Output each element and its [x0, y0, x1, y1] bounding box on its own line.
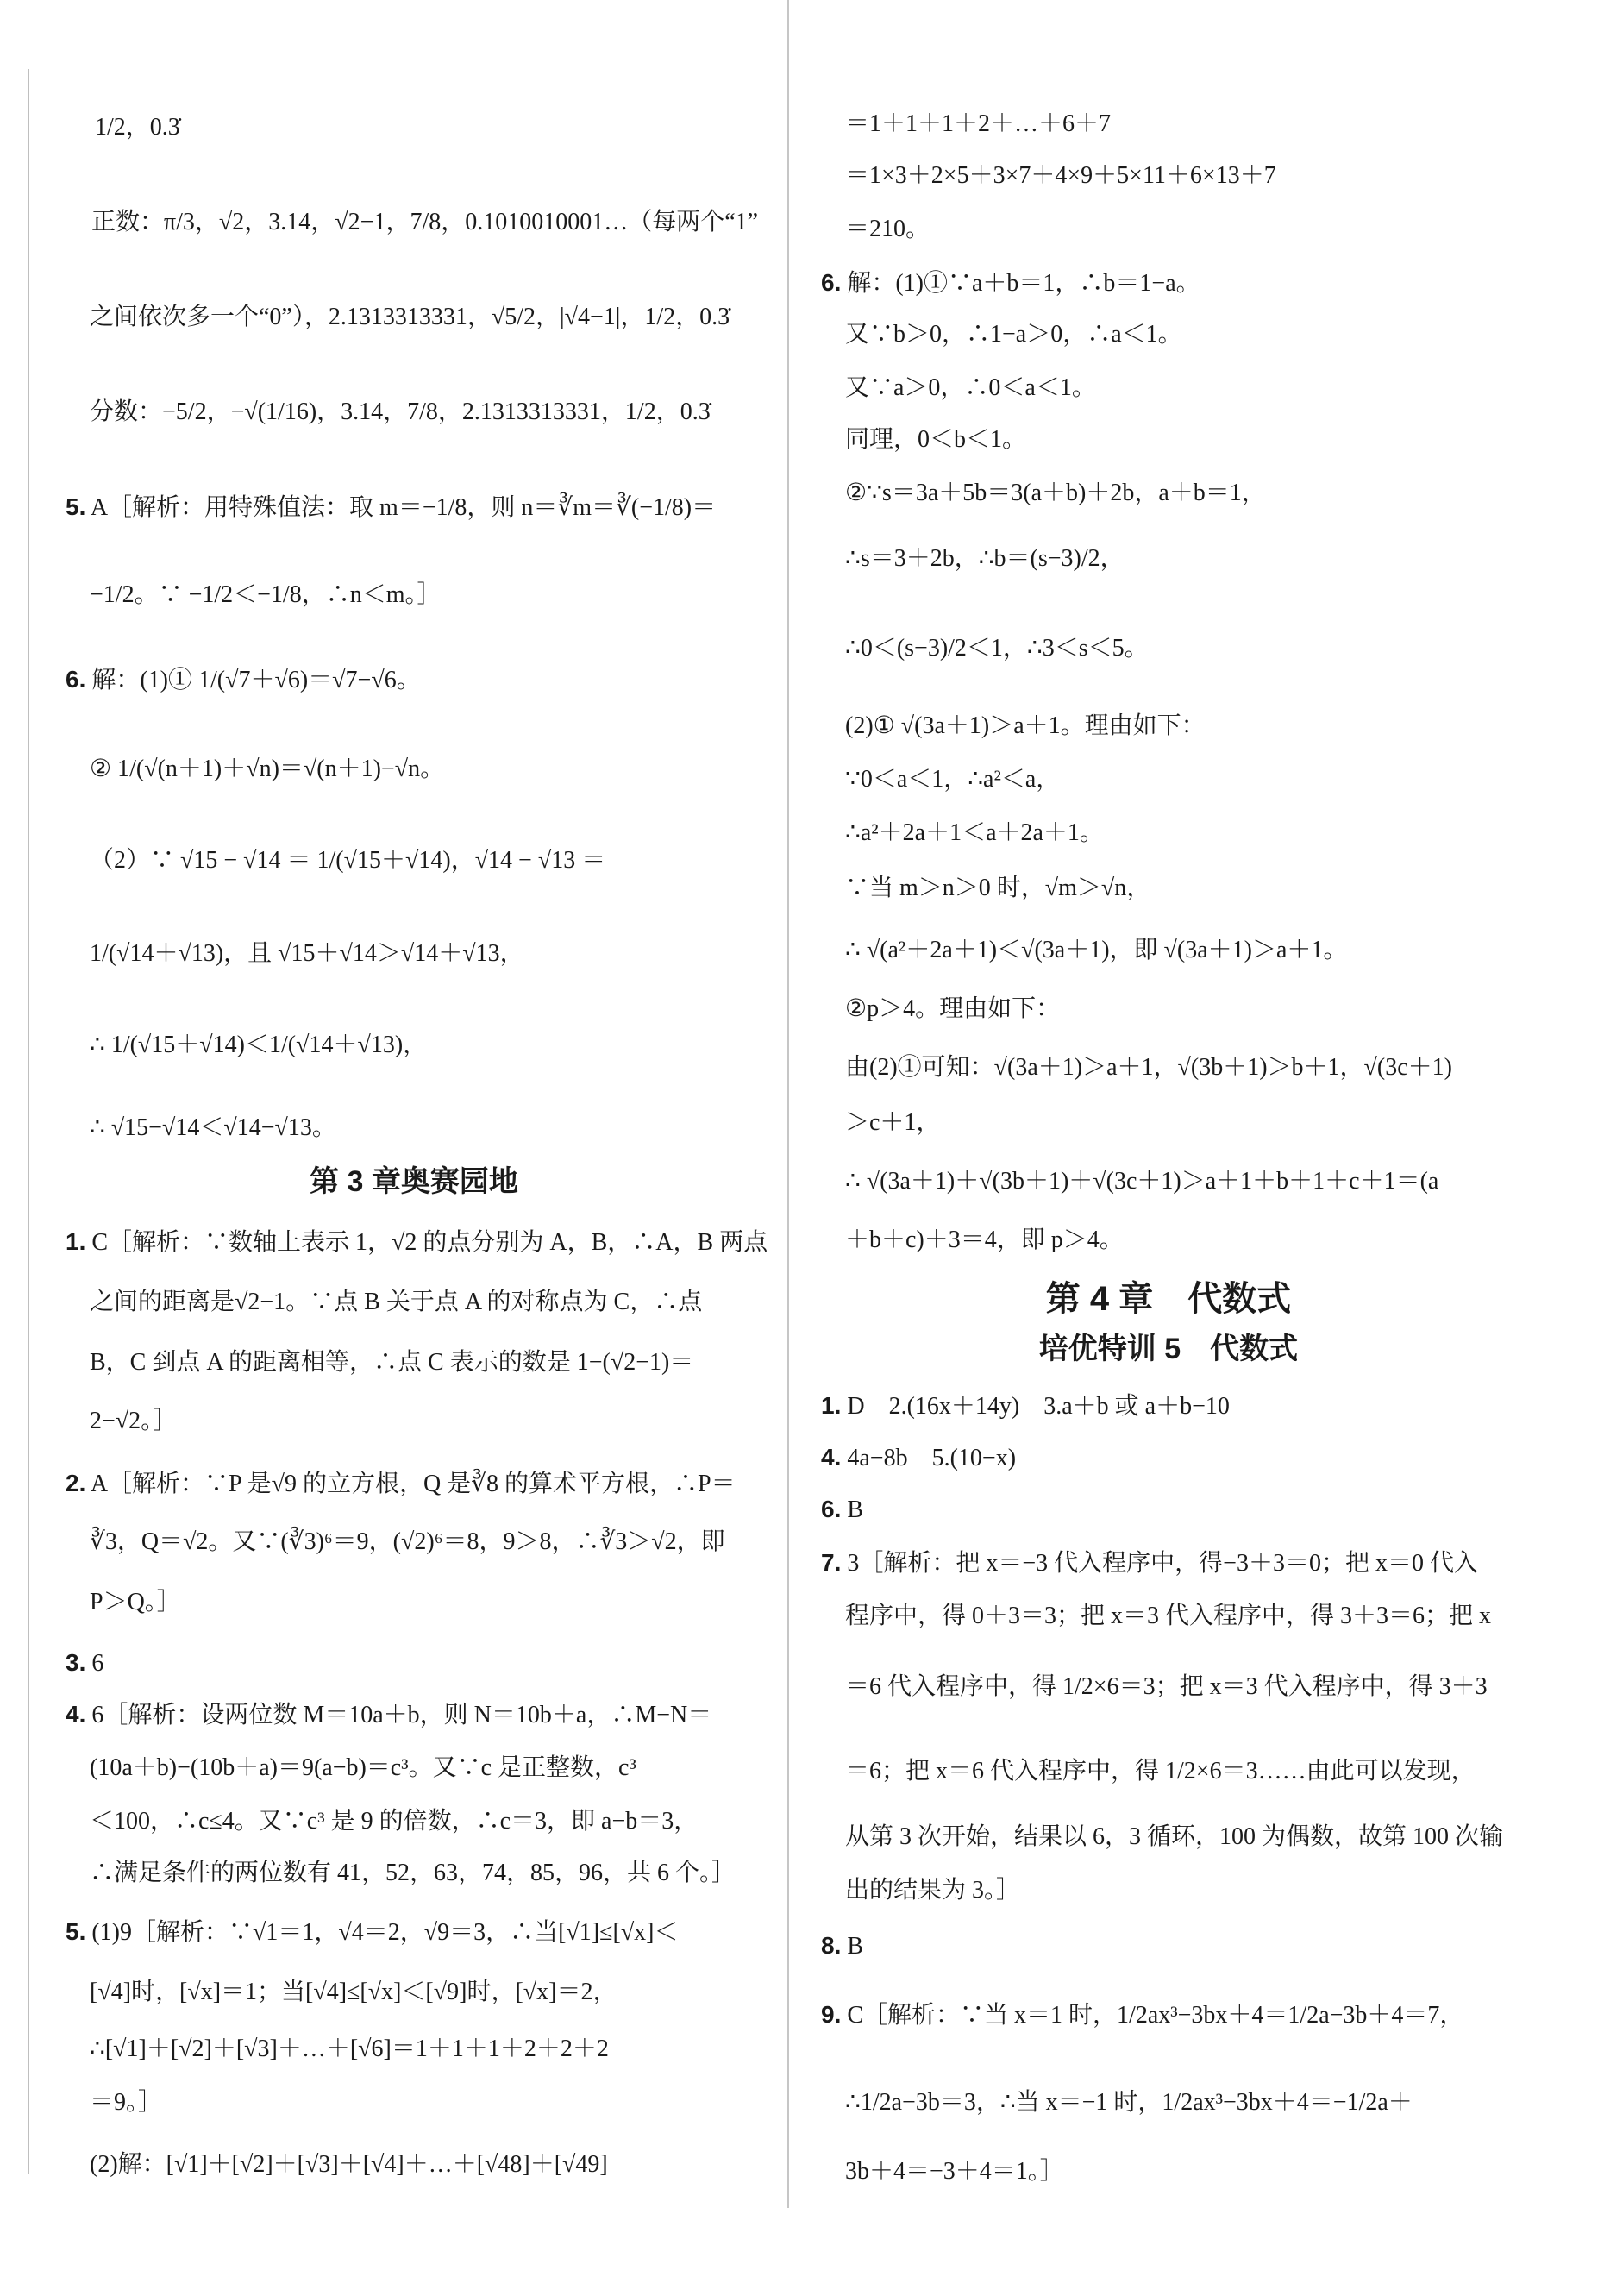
text-line: 从第 3 次开始，结果以 6，3 循环，100 为偶数，故第 100 次输	[845, 1823, 1504, 1850]
text-line: 出的结果为 3。］	[845, 1877, 1021, 1904]
text-line: (2)解：[√1]＋[√2]＋[√3]＋[√4]＋…＋[√48]＋[√49]	[90, 2151, 608, 2178]
text-line: 分数：−5/2，−√(1/16)，3.14，7/8，2.1313313331，1/2，0.3̇	[90, 398, 711, 425]
text-line: 8. B	[821, 1932, 864, 1960]
text-line: 1. D 2.(16x＋14y) 3.a＋b 或 a＋b−10	[821, 1392, 1230, 1420]
text-line: ∴ 1/(√15＋√14)＜1/(√14＋√13)，	[90, 1032, 428, 1058]
text-line: ＝9。］	[90, 2089, 163, 2116]
text-line: ∵当 m＞n＞0 时，√m＞√n，	[845, 875, 1151, 901]
text-line: (2)① √(3a＋1)＞a＋1。理由如下：	[845, 712, 1206, 739]
text-line: ∴0＜(s−3)/2＜1，∴3＜s＜5。	[845, 635, 1149, 662]
text-line: 2. A［解析：∵P 是√9 的立方根，Q 是∛8 的算术平方根，∴P＝	[66, 1470, 736, 1497]
text-line: 6. 解：(1)① 1/(√7＋√6)＝√7−√6。	[66, 666, 421, 693]
text-line: ＝1＋1＋1＋2＋…＋6＋7	[845, 110, 1112, 137]
text-line: 又∵b＞0，∴1−a＞0，∴a＜1。	[845, 321, 1182, 348]
text-line: 正数：π/3，√2，3.14，√2−1，7/8，0.1010010001…（每两个“1”	[91, 209, 759, 235]
text-line: 1/(√14＋√13)，且 √15＋√14＞√14＋√13，	[90, 940, 524, 967]
text-line: ∴s＝3＋2b，∴b＝(s−3)/2，	[845, 545, 1125, 572]
text-line: ＝6 代入程序中，得 1/2×6＝3；把 x＝3 代入程序中，得 3＋3	[845, 1673, 1488, 1700]
text-line: 同理，0＜b＜1。	[845, 426, 1027, 453]
text-line: ∴ √15−√14＜√14−√13。	[90, 1114, 336, 1141]
text-line: −1/2。∵ −1/2＜−1/8，∴n＜m。］	[90, 581, 442, 608]
text-line: 又∵a＞0，∴0＜a＜1。	[845, 374, 1096, 401]
text-line: ∴a²＋2a＋1＜a＋2a＋1。	[845, 819, 1104, 846]
text-line: ＝6；把 x＝6 代入程序中，得 1/2×6＝3……由此可以发现，	[845, 1758, 1476, 1785]
text-line: ＋b＋c)＋3＝4，即 p＞4。	[845, 1226, 1124, 1253]
text-line: 1. C［解析：∵数轴上表示 1，√2 的点分别为 A，B，∴A，B 两点	[66, 1228, 768, 1256]
text-line: 由(2)①可知：√(3a＋1)＞a＋1，√(3b＋1)＞b＋1，√(3c＋1)	[845, 1054, 1452, 1081]
text-line: B，C 到点 A 的距离相等，∴点 C 表示的数是 1−(√2−1)＝	[90, 1349, 694, 1376]
text-line: P＞Q。］	[90, 1589, 181, 1615]
chapter-heading: 第 4 章 代数式	[1045, 1280, 1292, 1318]
text-line: （2）∵ √15 − √14 ＝ 1/(√15＋√14)，√14 − √13 ＝	[90, 847, 606, 874]
text-line: (10a＋b)−(10b＋a)＝9(a−b)＝c³。又∵c 是正整数，c³	[90, 1754, 636, 1781]
text-line: ∴满足条件的两位数有 41，52，63，74，85，96，共 6 个。］	[90, 1860, 736, 1886]
text-line: ②p＞4。理由如下：	[845, 995, 1061, 1022]
text-line: ∴ √(3a＋1)＋√(3b＋1)＋√(3c＋1)＞a＋1＋b＋1＋c＋1＝(a	[845, 1168, 1439, 1195]
text-line: 3. 6	[66, 1649, 104, 1677]
text-line: 2−√2。］	[90, 1408, 178, 1434]
text-line: 5. A［解析：用特殊值法：取 m＝−1/8，则 n＝∛m＝∛(−1/8)＝	[66, 493, 717, 521]
text-line: 7. 3［解析：把 x＝−3 代入程序中，得−3＋3＝0；把 x＝0 代入	[821, 1549, 1478, 1577]
text-line: 3b＋4＝−3＋4＝1。］	[845, 2158, 1064, 2185]
text-line: ∴ √(a²＋2a＋1)＜√(3a＋1)，即 √(3a＋1)＞a＋1。	[845, 937, 1348, 963]
text-line: [√4]时，[√x]＝1；当[√4]≤[√x]＜[√9]时，[√x]＝2，	[90, 1979, 617, 2005]
column-divider	[787, 0, 789, 2208]
section-heading: 第 3 章奥赛园地	[310, 1165, 518, 1198]
left-margin-rule	[28, 69, 29, 2174]
text-line: ∛3，Q＝√2。又∵(∛3)⁶＝9，(√2)⁶＝8，9＞8，∴∛3＞√2，即	[90, 1528, 725, 1555]
text-line: 6. 解：(1)①∵a＋b＝1，∴b＝1−a。	[821, 269, 1200, 297]
text-line: 5. (1)9［解析：∵√1＝1，√4＝2，√9＝3，∴当[√1]≤[√x]＜	[66, 1918, 679, 1946]
text-line: ＜100，∴c≤4。又∵c³ 是 9 的倍数，∴c＝3，即 a−b＝3，	[90, 1808, 699, 1835]
text-line: ＝1×3＋2×5＋3×7＋4×9＋5×11＋6×13＋7	[845, 162, 1276, 189]
text-line: 之间依次多一个“0”），2.1313313331，√5/2，|√4−1|，1/2，0.3̇	[90, 304, 730, 330]
text-line: ② 1/(√(n＋1)＋√n)＝√(n＋1)−√n。	[90, 756, 445, 782]
text-line: 4. 4a−8b 5.(10−x)	[821, 1444, 1017, 1471]
text-line: 9. C［解析：∵当 x＝1 时，1/2ax³−3bx＋4＝1/2a−3b＋4＝7，	[821, 2001, 1464, 2029]
text-line: ＝210。	[845, 216, 930, 242]
text-line: ∵0＜a＜1，∴a²＜a，	[845, 766, 1061, 793]
section-heading: 培优特训 5 代数式	[1038, 1333, 1299, 1365]
text-line: ∴1/2a−3b＝3，∴当 x＝−1 时，1/2ax³−3bx＋4＝−1/2a＋	[845, 2089, 1413, 2116]
text-line: 1/2，0.3̇	[95, 114, 180, 141]
text-line: ＞c＋1，	[845, 1109, 941, 1136]
text-line: 4. 6［解析：设两位数 M＝10a＋b，则 N＝10b＋a，∴M−N＝	[66, 1701, 712, 1728]
text-line: 6. B	[821, 1496, 864, 1523]
text-line: 之间的距离是√2−1。∵点 B 关于点 A 的对称点为 C，∴点	[90, 1289, 703, 1315]
text-line: 程序中，得 0＋3＝3；把 x＝3 代入程序中，得 3＋3＝6；把 x	[845, 1603, 1492, 1629]
text-line: ②∵s＝3a＋5b＝3(a＋b)＋2b，a＋b＝1，	[845, 480, 1266, 506]
text-line: ∴[√1]＋[√2]＋[√3]＋…＋[√6]＝1＋1＋1＋2＋2＋2	[90, 2036, 609, 2062]
